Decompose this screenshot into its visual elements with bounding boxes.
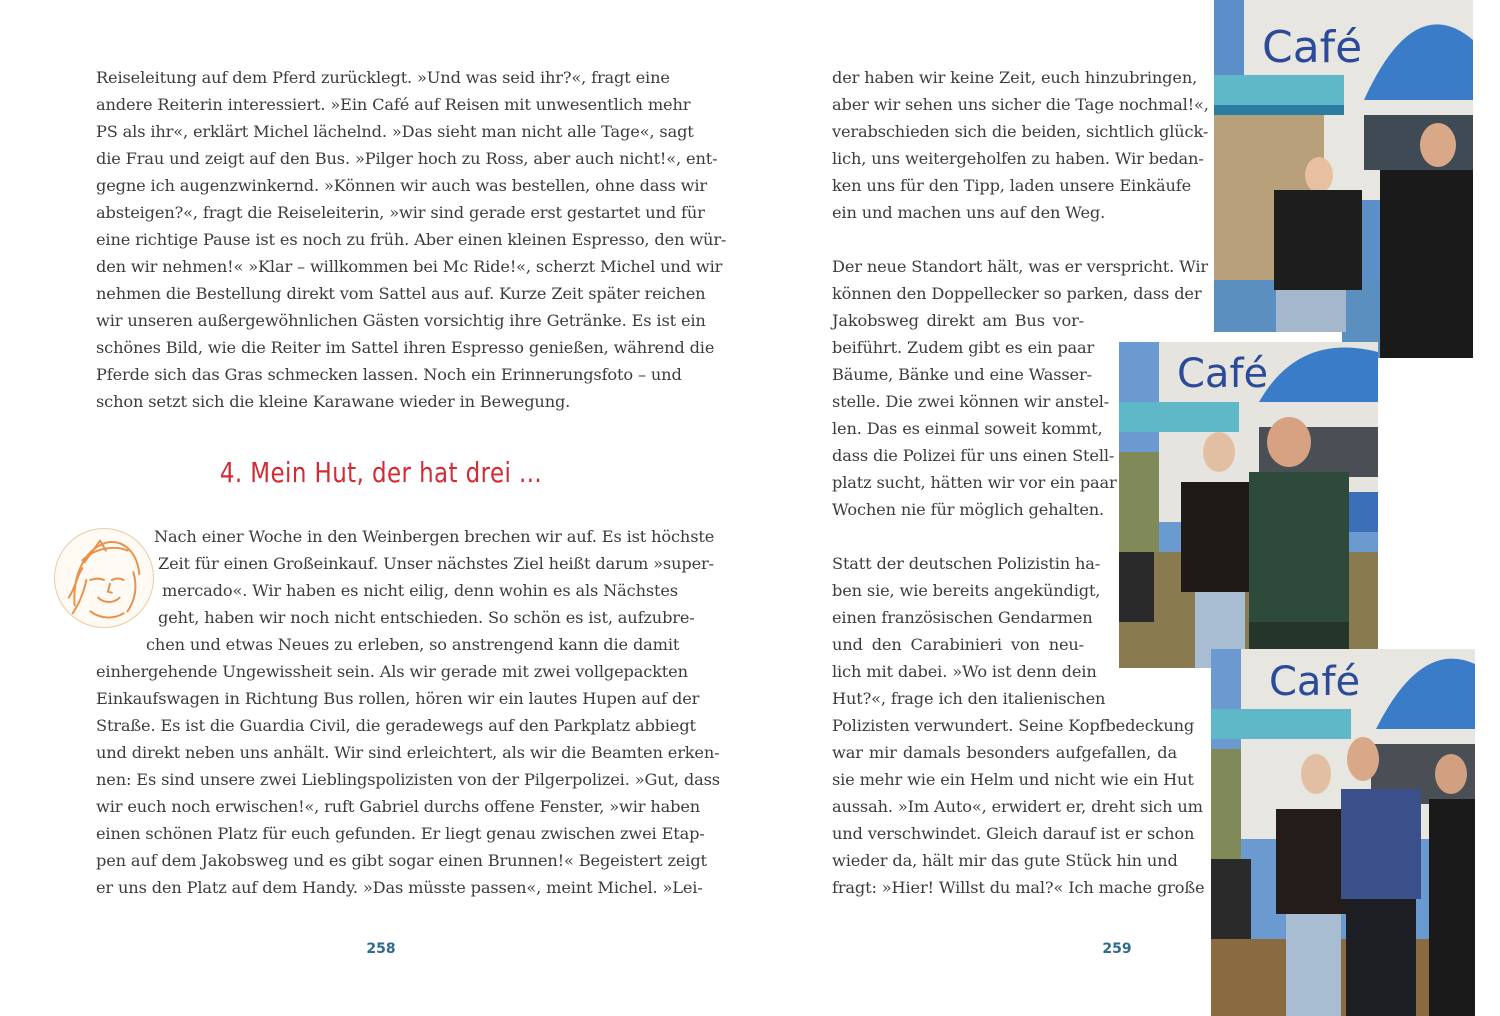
text-line: andere Reiterin interessiert. »Ein Café auf Reisen mit unwesentlich mehr bbox=[96, 95, 691, 114]
text-line: wir euch noch erwischen!«, ruft Gabriel durchs offene Fenster, »wir haben bbox=[96, 797, 701, 816]
text-line: nehmen die Bestellung direkt vom Sattel aus auf. Kurze Zeit später reichen bbox=[96, 284, 706, 303]
text-line: Bäume, Bänke und eine Wasser- bbox=[832, 365, 1092, 384]
text-line: eine richtige Pause ist es noch zu früh. Aber einen kleinen Espresso, den wür- bbox=[96, 230, 727, 249]
text-line: und direkt neben uns anhält. Wir sind erleichtert, als wir die Beamten erken- bbox=[96, 743, 720, 762]
text-line: Reiseleitung auf dem Pferd zurücklegt. »Und was seid ihr?«, fragt eine bbox=[96, 68, 670, 87]
text-line: lich mit dabei. »Wo ist denn dein bbox=[832, 662, 1097, 681]
svg-text:Café: Café bbox=[1269, 659, 1361, 705]
author-portrait-icon bbox=[54, 528, 154, 628]
text-line: stelle. Die zwei können wir anstel- bbox=[832, 392, 1110, 411]
text-line: wieder da, hält mir das gute Stück hin und bbox=[832, 851, 1178, 870]
text-line: und verschwindet. Gleich darauf ist er schon bbox=[832, 824, 1195, 843]
text-line: mercado«. Wir haben es nicht eilig, denn wohin es als Nächstes bbox=[162, 581, 678, 600]
text-line: gegne ich augenzwinkernd. »Können wir auch was bestellen, ohne dass wir bbox=[96, 176, 708, 195]
text-line: er uns den Platz auf dem Handy. »Das müsste passen«, meint Michel. »Lei- bbox=[96, 878, 703, 897]
text-line: Hut?«, frage ich den italienischen bbox=[832, 689, 1106, 708]
text-line: und den Carabinieri von neu- bbox=[832, 635, 1084, 654]
photo-carabinieri bbox=[1211, 649, 1475, 1016]
text-line: können den Doppellecker so parken, dass der bbox=[832, 284, 1202, 303]
text-line: Straße. Es ist die Guardia Civil, die geradewegs auf den Parkplatz abbiegt bbox=[96, 716, 696, 735]
text-line: Nach einer Woche in den Weinbergen brechen wir auf. Es ist höchste bbox=[154, 527, 715, 546]
text-line: Polizisten verwundert. Seine Kopfbedeckung bbox=[832, 716, 1195, 735]
text-line: verabschieden sich die beiden, sichtlich glück- bbox=[832, 122, 1209, 141]
text-line: einen schönen Platz für euch gefunden. Er liegt genau zwischen zwei Etap- bbox=[96, 824, 705, 843]
text-line: aussah. »Im Auto«, erwidert er, dreht sich um bbox=[832, 797, 1203, 816]
photo-guardia-civil bbox=[1119, 342, 1378, 668]
text-line: schönes Bild, wie die Reiter im Sattel ihren Espresso genießen, während die bbox=[96, 338, 715, 357]
text-line: platz sucht, hätten wir vor ein paar bbox=[832, 473, 1117, 492]
text-line: Pferde sich das Gras schmecken lassen. Noch ein Erinnerungsfoto – und bbox=[96, 365, 682, 384]
text-line: Statt der deutschen Polizistin ha- bbox=[832, 554, 1101, 573]
text-line: len. Das es einmal soweit kommt, bbox=[832, 419, 1103, 438]
text-line: schon setzt sich die kleine Karawane wieder in Bewegung. bbox=[96, 392, 571, 411]
text-line: aber wir sehen uns sicher die Tage nochmal!«, bbox=[832, 95, 1209, 114]
photo-gendarme-salute bbox=[1214, 0, 1473, 358]
text-line: ken uns für den Tipp, laden unsere Einkäufe bbox=[832, 176, 1192, 195]
text-line: ein und machen uns auf den Weg. bbox=[832, 203, 1106, 222]
text-line: absteigen?«, fragt die Reiseleiterin, »wir sind gerade erst gestartet und für bbox=[96, 203, 705, 222]
text-line: lich, uns weitergeholfen zu haben. Wir bedan- bbox=[832, 149, 1204, 168]
text-line: Zeit für einen Großeinkauf. Unser nächstes Ziel heißt darum »super- bbox=[158, 554, 714, 573]
text-line: beiführt. Zudem gibt es ein paar bbox=[832, 338, 1095, 357]
text-line: Wochen nie für möglich gehalten. bbox=[832, 500, 1105, 519]
text-line: einhergehende Ungewissheit sein. Als wir gerade mit zwei vollgepackten bbox=[96, 662, 688, 681]
text-line: ben sie, wie bereits angekündigt, bbox=[832, 581, 1101, 600]
text-line: einen französischen Gendarmen bbox=[832, 608, 1093, 627]
svg-text:Café: Café bbox=[1177, 351, 1269, 397]
text-line: nen: Es sind unsere zwei Lieblingspolizisten von der Pilgerpolizei. »Gut, dass bbox=[96, 770, 720, 789]
text-line: Einkaufswagen in Richtung Bus rollen, hören wir ein lautes Hupen auf der bbox=[96, 689, 700, 708]
text-line: chen und etwas Neues zu erleben, so anstrengend kann die damit bbox=[146, 635, 680, 654]
text-line: geht, haben wir noch nicht entschieden. So schön es ist, aufzubre- bbox=[158, 608, 695, 627]
text-line: wir unseren außergewöhnlichen Gästen vorsichtig ihre Getränke. Es ist ein bbox=[96, 311, 706, 330]
text-line: dass die Polizei für uns einen Stell- bbox=[832, 446, 1115, 465]
cafe-sign: Café bbox=[1262, 22, 1363, 73]
page-number-left: 258 bbox=[366, 941, 396, 957]
text-line: der haben wir keine Zeit, euch hinzubringen, bbox=[832, 68, 1198, 87]
text-line: fragt: »Hier! Willst du mal?« Ich mache große bbox=[832, 878, 1205, 897]
text-line: den wir nehmen!« »Klar – willkommen bei Mc Ride!«, scherzt Michel und wir bbox=[96, 257, 723, 276]
text-line: die Frau und zeigt auf den Bus. »Pilger hoch zu Ross, aber auch nicht!«, ent- bbox=[96, 149, 718, 168]
page-number-right: 259 bbox=[1102, 941, 1132, 957]
text-line: Der neue Standort hält, was er verspricht. Wir bbox=[832, 257, 1208, 276]
text-line: pen auf dem Jakobsweg und es gibt sogar einen Brunnen!« Begeistert zeigt bbox=[96, 851, 707, 870]
text-line: war mir damals besonders aufgefallen, da bbox=[832, 743, 1177, 762]
chapter-heading: 4. Mein Hut, der hat drei ... bbox=[219, 456, 543, 489]
text-line: sie mehr wie ein Helm und nicht wie ein Hut bbox=[832, 770, 1194, 789]
text-line: PS als ihr«, erklärt Michel lächelnd. »Das sieht man nicht alle Tage«, sagt bbox=[96, 122, 694, 141]
text-line: Jakobsweg direkt am Bus vor- bbox=[832, 311, 1084, 330]
